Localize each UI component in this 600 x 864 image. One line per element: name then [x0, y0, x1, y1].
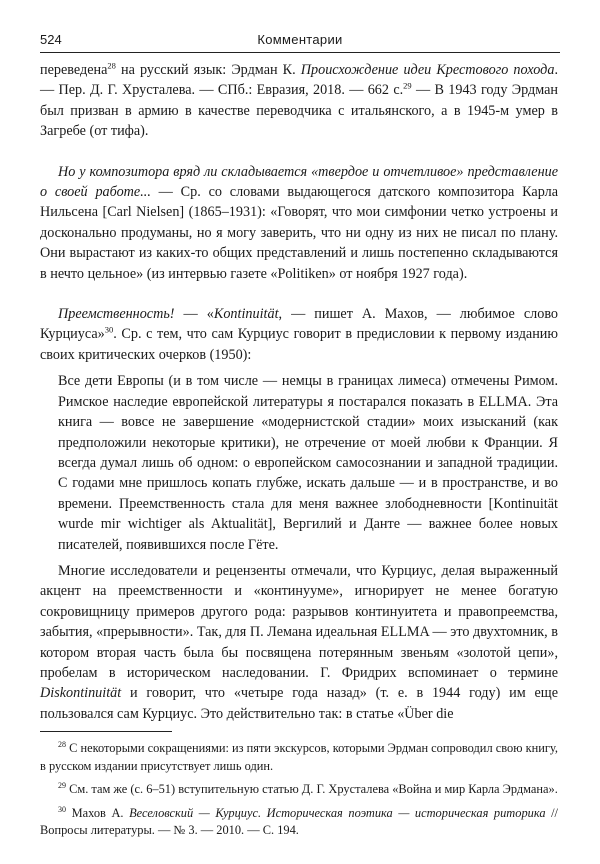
block-quote-curtius: Все дети Европы (и в том числе — немцы в границах лимеса) отмечены Римом. Римское наследие европейской литературы я постарался показать в ELLMA. Эта книга — вовсе не завершение «модернистской стадии» моих изысканий (как предположили некоторые критики), не отречение от моей любви к Франции. Я всегда думал лишь об одном: о европейском самосознании и западной традиции. С годами мне пришлось копать глубже, искать дальше — и в пространстве, и во времени. Преемственность стала для меня важнее злободневности [Kontinuität wurde mir wichtiger als Aktualität], Вергилий и Данте — важнее более новых писателей, появившихся после Гёте.	[58, 373, 558, 553]
lemma-continuity: Преемственность!	[58, 306, 175, 323]
footnote-ref-28[interactable]: 28	[107, 60, 116, 71]
main-text	[40, 60, 558, 724]
footnote-ref-29[interactable]: 29	[403, 80, 412, 91]
paragraph-erdman: переведена$^{28}$ на русский язык: Эрдман К. Происхождение идеи Крестового похода. — Пер. Д. Г. Хрусталева. — СПб.: Евразия, 2018. — 662 с.$^{29}$ — В 1943 году Эрдман был призван в армию в качестве переводчика с итальянского, а в 1945-м умер в Загребе (от тифа).	[40, 60, 559, 140]
lemma-composer: Но у композитора вряд ли складывается «твердое и отчетливое» представление о своей работе...	[40, 163, 558, 201]
footnote-divider	[40, 731, 172, 732]
paragraph-continuity: Преемственность! — «Kontinuität, — пишет А. Махов, — любимое слово Курциуса»$^{30}$. Ср. с тем, что сам Курциус говорит в предисловии к первому изданию своих критических очерков (1950):	[40, 306, 559, 363]
footnote-29: $^{29}$ См. там же (с. 6–51) вступительную статью Д. Г. Хрусталева «Война и мир Карла Эрдмана».	[58, 781, 558, 797]
page-number: 524	[40, 32, 62, 47]
running-title: Комментарии	[257, 32, 343, 47]
footnote-30: $^{30}$ Махов А. Веселовский — Курциус. Историческая поэтика — историческая риторика // Вопросы литературы. — № 3. — 2010. — С. 194.	[40, 804, 558, 838]
running-header	[40, 28, 560, 53]
footnote-28: $^{28}$ С некоторыми сокращениями: из пяти экскурсов, которыми Эрдман сопроводил свою книгу, в русском издании присутствует лишь один.	[40, 739, 558, 773]
paragraph-nielsen: Но у композитора вряд ли складывается «твердое и отчетливое» представление о своей работе... — Ср. со словами выдающегося датского композитора Карла Нильсена [Carl Nielsen] (1865–1931): «Говорят, что мои симфонии четко устроены и досконально продуманы, но я могу заверить, что ни одну из них не писал по плану. Они вырастают из каких-то общих представлений и лишь постепенно складываются в нечто цельное» (из интервью газете «Politiken» от ноября 1927 года).	[40, 163, 558, 282]
paragraph-discontinuity: Многие исследователи и рецензенты отмечали, что Курциус, делая выраженный акцент на преемственности и «континууме», игнорирует не менее богатую сокровищницу примеров другого рода: разрывов континуитета и правопреемства, забытия, «прерывности». Так, для П. Лемана идеальная ELLMA — это двухтомник, в котором вторая часть была бы посвящена потерянным звеньям «золотой цепи», пробелам в историческом наследовании. Г. Фридрих вспоминает о термине Diskontinuität и говорит, что «четыре года назад» (т. е. в 1944 году) им еще пользовался сам Курциус. Это действительно так: в статье «Über die	[40, 562, 558, 722]
footnotes	[40, 740, 558, 846]
footnote-ref-30[interactable]: 30	[104, 324, 114, 335]
book-title: Происхождение идеи Крестового похода	[300, 62, 555, 78]
